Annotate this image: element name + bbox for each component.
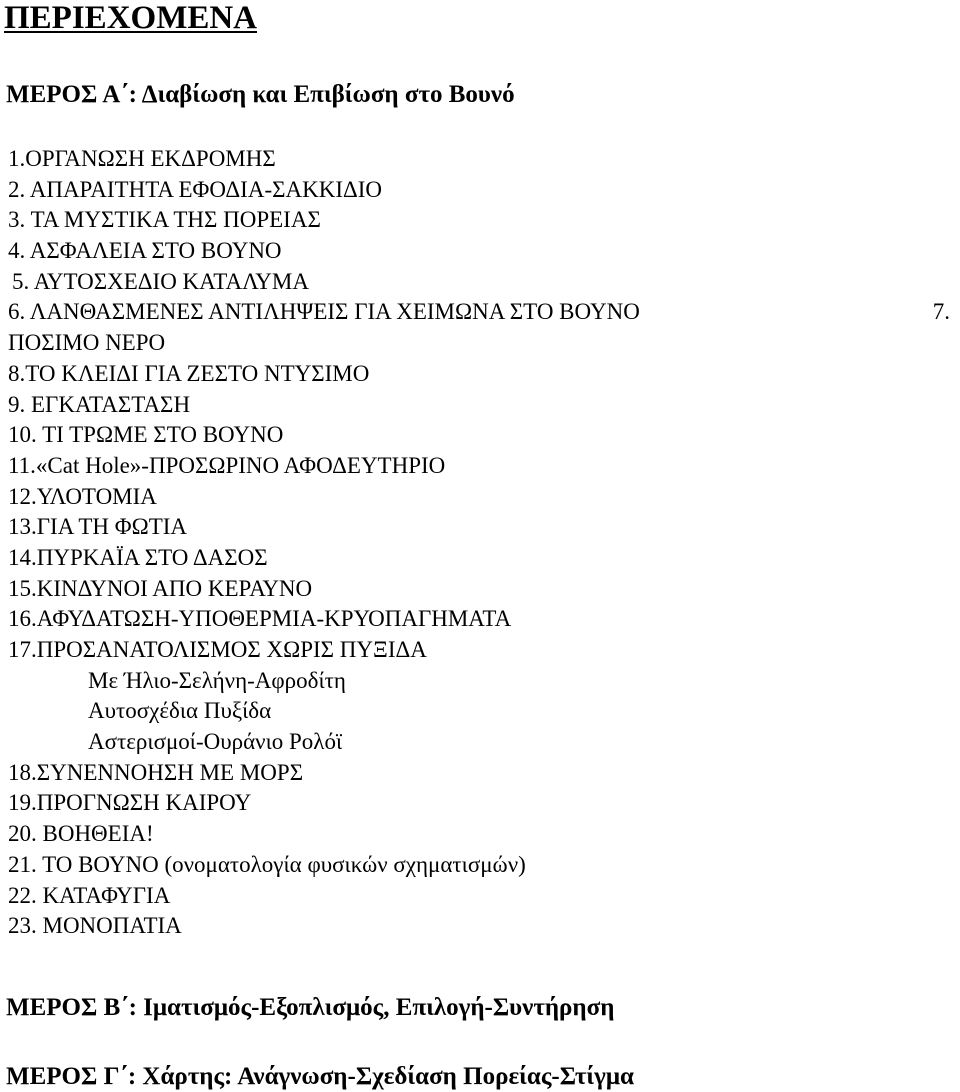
toc-item-text: 1.ΟΡΓΑΝΩΣΗ ΕΚΔΡΟΜΗΣ (8, 146, 276, 171)
toc-item-15 (0, 574, 960, 605)
toc-item-6 (0, 297, 960, 328)
toc-item-text: 17.ΠΡΟΣΑΝΑΤΟΛΙΣΜΟΣ ΧΩΡΙΣ ΠΥΞΙΔΑ (8, 637, 427, 662)
part-a-heading: ΜΕΡΟΣ Α΄: Διαβίωση και Επιβίωση στο Βουνό (6, 81, 515, 108)
toc-subitem-improvised-compass (0, 696, 960, 727)
toc-item-4 (0, 236, 960, 267)
toc-item-9 (0, 390, 960, 421)
toc-item-text: 15.ΚΙΝΔΥΝΟΙ ΑΠΟ ΚΕΡΑΥΝΟ (8, 575, 313, 601)
toc-item-text: 10. ΤΙ ΤΡΩΜΕ ΣΤΟ ΒΟΥΝΟ (8, 422, 284, 448)
toc-item-12 (0, 482, 960, 513)
toc-item-text: 21. ΤΟ ΒΟΥΝΟ (ονοματολογία φυσικών σχηματισμών) (8, 851, 526, 877)
toc-item-3 (0, 205, 960, 236)
toc-subitem-text: Με Ήλιο-Σελήνη-Αφροδίτη (88, 667, 346, 693)
toc-item-text: 14.ΠΥΡΚΑΪΑ ΣΤΟ ΔΑΣΟΣ (8, 544, 268, 570)
toc-item-text: 8.ΤΟ ΚΛΕΙΔΙ ΓΙΑ ΖΕΣΤΟ ΝΤΥΣΙΜΟ (8, 360, 370, 386)
toc-item-13 (0, 512, 960, 543)
toc-item-text: 18.ΣΥΝΕΝΝΟΗΣΗ ΜΕ ΜΟΡΣ (8, 759, 304, 785)
toc-item-text: 22. ΚΑΤΑΦΥΓΙΑ (8, 882, 171, 908)
toc-item-5 (0, 267, 960, 298)
toc-item-16 (0, 604, 960, 635)
part-c-heading: ΜΕΡΟΣ Γ΄: Χάρτης: Ανάγνωση-Σχεδίαση Πορείας-Στίγμα (6, 1063, 634, 1090)
toc-item-text: 3. ΤΑ ΜΥΣΤΙΚΑ ΤΗΣ ΠΟΡΕΙΑΣ (8, 207, 321, 233)
toc-item-18 (0, 758, 960, 789)
toc-item-8 (0, 359, 960, 390)
toc-item-23 (0, 911, 960, 942)
toc-subitem-text: Αυτοσχέδια Πυξίδα (88, 698, 272, 724)
toc-item-text: 16.ΑΦΥΔΑΤΩΣΗ-ΥΠΟΘΕΡΜΙΑ-ΚΡΥΟΠΑΓΗΜΑΤΑ (8, 606, 512, 632)
toc-item-text: 11.«Cat Hole»-ΠΡΟΣΩΡΙΝΟ ΑΦΟΔΕΥΤΗΡΙΟ (8, 452, 446, 478)
toc-subitem-constellations (0, 727, 960, 758)
toc-item-text: 6. ΛΑΝΘΑΣΜΕΝΕΣ ΑΝΤΙΛΗΨΕΙΣ ΓΙΑ ΧΕΙΜΩΝΑ ΣΤΟ ΒΟΥΝΟ (8, 299, 640, 325)
toc-item-7-number: 7. (932, 299, 950, 325)
toc-item-14 (0, 543, 960, 574)
toc-item-20 (0, 819, 960, 850)
toc-subitem-sun-moon-venus (0, 666, 960, 697)
toc-item-2 (0, 175, 960, 206)
toc-item-text: 5. ΑΥΤΟΣΧΕΔΙΟ ΚΑΤΑΛΥΜΑ (12, 268, 309, 294)
toc-item-text: 12.ΥΛΟΤΟΜΙΑ (8, 483, 157, 509)
toc-item-text: 4. ΑΣΦΑΛΕΙΑ ΣΤΟ ΒΟΥΝΟ (8, 238, 282, 264)
part-b-heading: ΜΕΡΟΣ Β΄: Ιματισμός-Εξοπλισμός, Επιλογή-Συντήρηση (6, 994, 615, 1021)
toc-item-21 (0, 850, 960, 881)
toc-item-text: 9. ΕΓΚΑΤΑΣΤΑΣΗ (8, 391, 191, 417)
toc-item-17 (0, 635, 960, 666)
toc-item-19 (0, 788, 960, 819)
toc-item-text: 2. ΑΠΑΡΑΙΤΗΤΑ ΕΦΟΔΙΑ-ΣΑΚΚΙΔΙΟ (8, 176, 383, 202)
toc-item-22 (0, 881, 960, 912)
toc-item-text: ΠΟΣΙΜΟ ΝΕΡΟ (8, 330, 166, 356)
toc-item-text: 19.ΠΡΟΓΝΩΣΗ ΚΑΙΡΟΥ (8, 790, 252, 816)
toc-item-7 (0, 328, 960, 359)
toc-subitem-text: Αστερισμοί-Ουράνιο Ρολόϊ (88, 729, 343, 755)
toc-item-text: 23. ΜΟΝΟΠΑΤΙΑ (8, 913, 182, 939)
toc-item-1 (0, 144, 960, 175)
toc-item-11 (0, 451, 960, 482)
toc-item-text: 20. ΒΟΗΘΕΙΑ! (8, 821, 154, 847)
page-title: ΠΕΡΙΕΧΟΜΕΝΑ (4, 0, 258, 36)
toc-item-text: 13.ΓΙΑ ΤΗ ΦΩΤΙΑ (8, 514, 188, 540)
table-of-contents (0, 144, 960, 942)
toc-item-10 (0, 420, 960, 451)
